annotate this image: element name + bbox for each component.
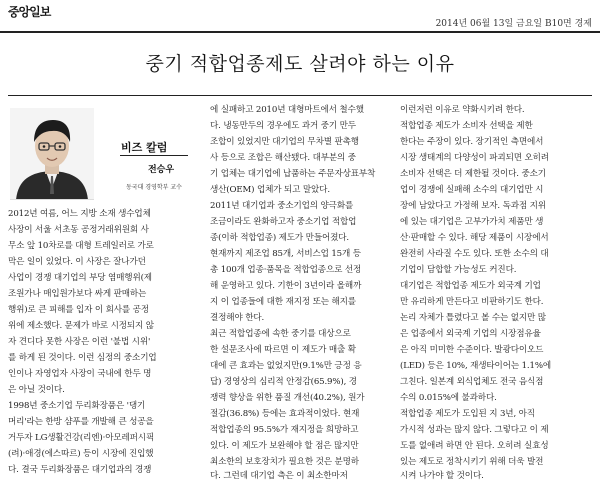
column-1-line: 인이나 자영업자 사장이 국내에 한두 명 — [8, 369, 152, 379]
column-2-line: 한 설문조사에 따르면 이 제도가 매출 확 — [210, 345, 356, 355]
column-1-line: 2012년 여름, 어느 지방 소재 생수업체 — [8, 209, 151, 219]
column-2-line: 생산(OEM) 업체가 되고 말았다. — [210, 185, 330, 195]
column-2-line: 종(이하 적합업종) 제도가 만들어졌다. — [210, 233, 350, 243]
column-2-line: 적합업종의 95.5%가 재지정을 희망하고 — [210, 425, 359, 435]
column-1-line: 위에 제소했다. 문제가 바로 시정되지 않 — [8, 321, 154, 331]
column-1-line: 은 아닐 것이다. — [8, 385, 65, 395]
column-2-line: 조금이라도 완화하고자 중소기업 적합업 — [210, 217, 357, 227]
top-divider — [0, 31, 600, 33]
column-3-line: 논리 자체가 틀렸다고 볼 수는 없지만 많 — [400, 313, 546, 323]
column-3-line: 도를 없애려 하면 안 된다. 오히려 실효성 — [400, 441, 549, 451]
column-3-line: 기업이 담합할 가능성도 커진다. — [400, 265, 517, 275]
column-2-line: 기 업체는 대기업에 납품하는 주문자상표부착 — [210, 169, 376, 179]
author-portrait-illustration — [10, 108, 94, 200]
column-2-line: 절감(36.8%) 등에는 효과적이었다. 현재 — [210, 409, 360, 419]
column-1-line: 막은 일이 있었다. 이 사장은 잘나가던 — [8, 257, 146, 267]
column-2-line: 답) 경영상의 심리적 안정감(65.9%), 경 — [210, 377, 357, 387]
column-2-line: 에 실패하고 2010년 대형마트에서 철수했 — [210, 105, 364, 115]
column-3-line: 가시적 성과는 많지 않다. 그렇다고 이 제 — [400, 425, 549, 435]
column-3-line: 장에 남았다고 가정해 보자. 독과점 지위 — [400, 201, 546, 211]
column-2-line: 2011년 대기업과 중소기업의 양극화를 — [210, 201, 354, 211]
author-photo — [10, 108, 94, 200]
column-3-line: 소비자 선택은 더 제한될 것이다. 중소기 — [400, 169, 546, 179]
column-2-line: 현재까지 제조업 85개, 서비스업 15개 등 — [210, 249, 361, 259]
column-1-line: 조원가나 매입원가보다 싸게 판매하는 — [8, 289, 147, 299]
column-3-line: 대기업은 적합업종 제도가 외국계 기업 — [400, 281, 541, 291]
column-3-line: (LED) 등은 10%, 재생타이어는 1.1%에 — [400, 361, 551, 371]
column-2-line: 해 운영하고 있다. 기한이 3년이라 올해까 — [210, 281, 362, 291]
column-3-line: 그친다. 일본계 외식업체도 전국 음식점 — [400, 377, 544, 387]
column-3-line: 이런저런 이유로 약화시키려 한다. — [400, 105, 525, 115]
column-2-line: 있다. 이 제도가 보완해야 할 점은 많지만 — [210, 441, 359, 451]
column-2-line: 총 100개 업종·품목을 적합업종으로 선정 — [210, 265, 362, 275]
column-1-line: 행위)로 큰 피해를 입자 이 회사를 공정 — [8, 305, 149, 315]
masthead — [0, 0, 600, 29]
column-3-line: 적합업종 제도가 도입된 지 3년, 아직 — [400, 409, 535, 419]
column-2-line: 대에 큰 효과는 없었지만(9.1%만 긍정 응 — [210, 361, 362, 371]
column-1-line: 자 견디다 못한 사장은 이런 '불법 시위' — [8, 337, 151, 347]
column-2-line: 지 이 업종들에 대한 재지정 또는 해지를 — [210, 297, 356, 307]
column-1-line: 사장이 서울 서초동 공정거래위원회 사 — [8, 225, 149, 235]
column-3-line: 수의 0.015%에 불과하다. — [400, 393, 497, 403]
article-headline: 중기 적합업종제도 살려야 하는 이유 — [145, 53, 455, 75]
column-1-line: 를 하게 된 것이다. 이런 심정의 중소기업 — [8, 353, 157, 363]
column-label: 비즈 칼럼 — [121, 141, 168, 154]
column-1-line: 사업이 경쟁 대기업의 부당 염매행위(제 — [8, 273, 152, 283]
column-1-line: 거두자 LG생활건강(리엔)·아모레퍼시픽 — [8, 433, 155, 443]
column-2-line: 결정해야 한다. — [210, 313, 265, 323]
column-3-line: 한다는 주장이 있다. 장기적인 측면에서 — [400, 137, 544, 147]
column-3-line: 만 유리하게 만든다고 비판하기도 한다. — [400, 297, 544, 307]
column-3-line: 적합업종 제도가 소비자 선택을 제한 — [400, 121, 533, 131]
column-1-line: 무소 앞 10차로를 대형 트레일러로 가로 — [8, 241, 154, 251]
column-1-line: 머리'라는 한방 샴푸를 개발해 큰 성공을 — [8, 417, 154, 427]
column-2-line: 조합이 있었지만 대기업의 무차별 판촉행 — [210, 137, 359, 147]
column-3-line: 업이 경쟁에 실패해 소수의 대기업만 시 — [400, 185, 544, 195]
column-2-line: 쟁력 향상을 위한 품질 개선(40.2%), 원가 — [210, 393, 365, 403]
column-label-divider — [120, 155, 188, 156]
column-2-line: 다. 냉동만두의 경우에도 과거 중기 만두 — [210, 121, 356, 131]
column-3-line: 시켜 나가야 할 것이다. — [400, 471, 484, 481]
newspaper-logo: 중앙일보 — [8, 5, 51, 19]
column-2-line: 최근 적합업종에 속한 중기를 대상으로 — [210, 329, 351, 339]
column-2-line: 다. 그런데 대기업 측은 이 최소한마저 — [210, 471, 348, 481]
column-3-line: 시장 생태계의 다양성이 파괴되면 오히려 — [400, 153, 549, 163]
column-3-line: 산·판매할 수 있다. 해당 제품이 시장에서 — [400, 233, 549, 243]
column-1-line: 1998년 중소기업 두리화장품은 '댕기 — [8, 401, 146, 411]
column-3-line: 있는 제도로 정착시키기 위해 더욱 발전 — [400, 457, 544, 467]
column-1-line: (려)·애경(에스따르) 등이 시장에 진입했 — [8, 449, 154, 459]
column-3-line: 은 업종에서 외국계 기업의 시장점유율 — [400, 329, 541, 339]
column-3-line: 에 있는 대기업은 고부가가치 제품만 생 — [400, 217, 544, 227]
column-3-line: 은 아직 미미한 수준이다. 발광다이오드 — [400, 345, 544, 355]
column-2-line: 최소한의 보호장치가 필요한 것은 분명하 — [210, 457, 359, 467]
column-2-line: 사 등으로 조합은 해산됐다. 대부분의 중 — [210, 153, 356, 163]
author-affiliation: 동국대 경영학부 교수 — [126, 184, 182, 191]
column-3-line: 완전히 사라질 수도 있다. 또한 소수의 대 — [400, 249, 549, 259]
column-1-line: 다. 결국 두리화장품은 대기업과의 경쟁 — [8, 465, 152, 475]
author-name: 전승우 — [147, 165, 175, 175]
headline-divider — [8, 95, 592, 96]
dateline: 2014년 06월 13일 금요일 B10면 경제 — [435, 19, 592, 29]
